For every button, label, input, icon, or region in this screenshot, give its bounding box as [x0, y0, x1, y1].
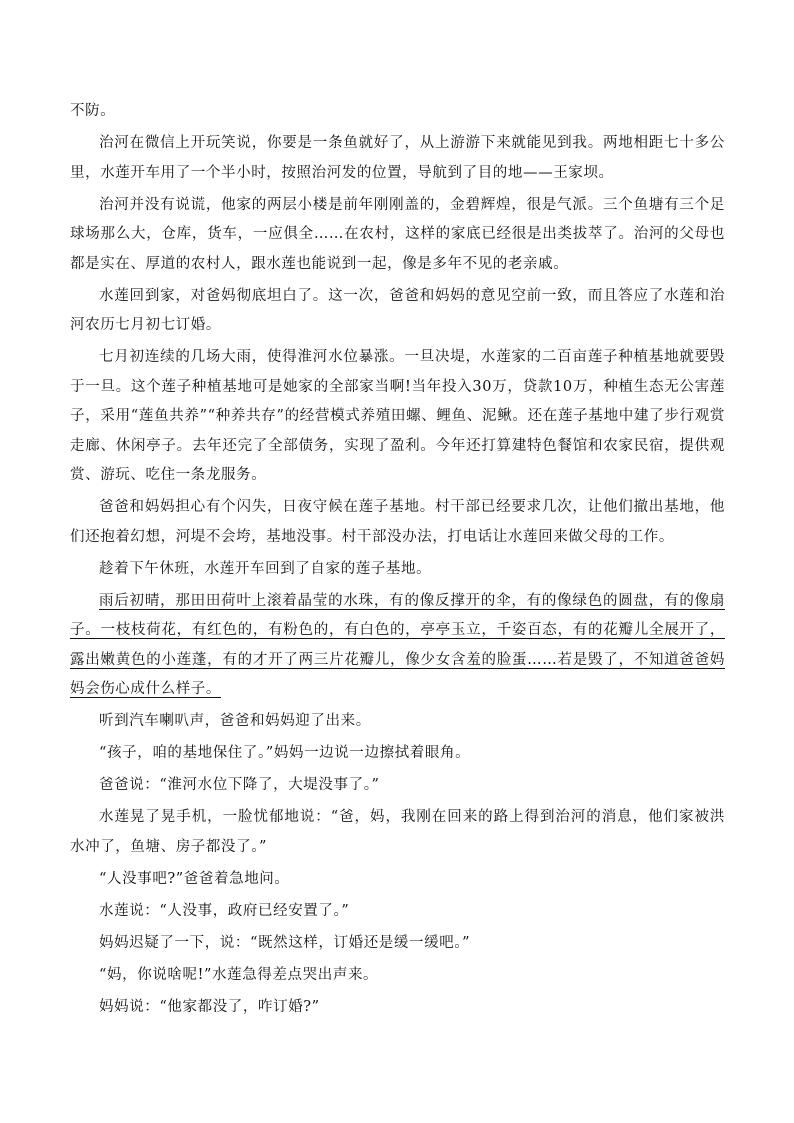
paragraph-12: 水莲晃了晃手机，一脸忧郁地说：“爸，妈，我刚在回来的路上得到治河的消息，他们家被洪水冲了，鱼塘、房子都没了。” — [70, 809, 725, 855]
paragraph-13: “人没事吧?”爸爸着急地问。 — [99, 870, 290, 887]
paragraph-15: 妈妈迟疑了一下，说：“既然这样，订婚还是缓一缓吧。” — [99, 934, 471, 951]
paragraph-17: 妈妈说：“他家都没了，咋订婚?” — [99, 998, 320, 1015]
paragraph-6: 爸爸和妈妈担心有个闪失，日夜守候在莲子基地。村干部已经要求几次，让他们撤出基地，他们还抱着幻想，河堤不会垮，基地没事。村干部没办法，打电话让水莲回来做父母的工作。 — [70, 499, 725, 545]
paragraph-14: 水莲说：“人没事，政府已经安置了。” — [99, 902, 350, 919]
paragraph-2: 治河在微信上开玩笑说，你要是一条鱼就好了，从上游游下来就能见到我。两地相距七十多公里，水莲开车用了一个半小时，按照治河发的位置，导航到了目的地——王家坝。 — [70, 135, 725, 181]
paragraph-11: 爸爸说：“淮河水位下降了，大堤没事了。” — [99, 777, 380, 793]
paragraph-7: 趁着下午休班，水莲开车回到了自家的莲子基地。 — [99, 560, 432, 577]
paragraph-9: 听到汽车喇叭声，爸爸和妈妈迎了出来。 — [99, 713, 371, 729]
paragraph-16: “妈，你说啥呢!”水莲急得差点哭出声来。 — [99, 966, 379, 983]
paragraph-10: “孩子，咱的基地保住了。”妈妈一边说一边擦拭着眼角。 — [99, 745, 471, 761]
paragraph-1: 不防。 — [70, 103, 116, 119]
paragraph-3: 治河并没有说谎，他家的两层小楼是前年刚刚盖的，金碧辉煌，很是气派。三个鱼塘有三个足球场那么大，仓库，货车，一应俱全……在农村，这样的家底已经很是出类拔萃了。治河的父母也都是实在、厚道的农村人，跟水莲也能说到一起，像是多年不见的老亲戚。 — [70, 196, 725, 272]
paragraph-5: 七月初连续的几场大雨，使得淮河水位暴涨。一旦决堤，水莲家的二百亩莲子种植基地就要毁于一旦。这个莲子种植基地可是她家的全部家当啊!当年投入30万，贷款10万，种植生态无公害莲子，采用“莲鱼共养”“种养共存”的经营模式养殖田螺、鲤鱼、泥鳅。还在莲子基地中建了步行观赏走廊、休闲亭子。去年还完了全部债务，实现了盈利。今年还打算建特色餐馆和农家民宿，提供观赏、游玩、吃住一条龙服务。 — [70, 349, 725, 483]
paragraph-4: 水莲回到家，对爸妈彻底坦白了。这一次，爸爸和妈妈的意见空前一致，而且答应了水莲和治河农历七月初七订婚。 — [70, 287, 725, 333]
paragraph-8-underlined: 雨后初晴，那田田荷叶上滚着晶莹的水珠，有的像反撑开的伞，有的像绿色的圆盘，有的像扇子。一枝枝荷花，有红色的，有粉色的，有白色的，亭亭玉立，千姿百态，有的花瓣儿全展开了，露出嫩黄色的小莲蓬，有的才开了两三片花瓣儿，像少女含羞的脸蛋……若是毁了，不知道爸爸妈妈会伤心成什么样子。 — [70, 592, 725, 697]
story-text — [70, 97, 725, 1025]
